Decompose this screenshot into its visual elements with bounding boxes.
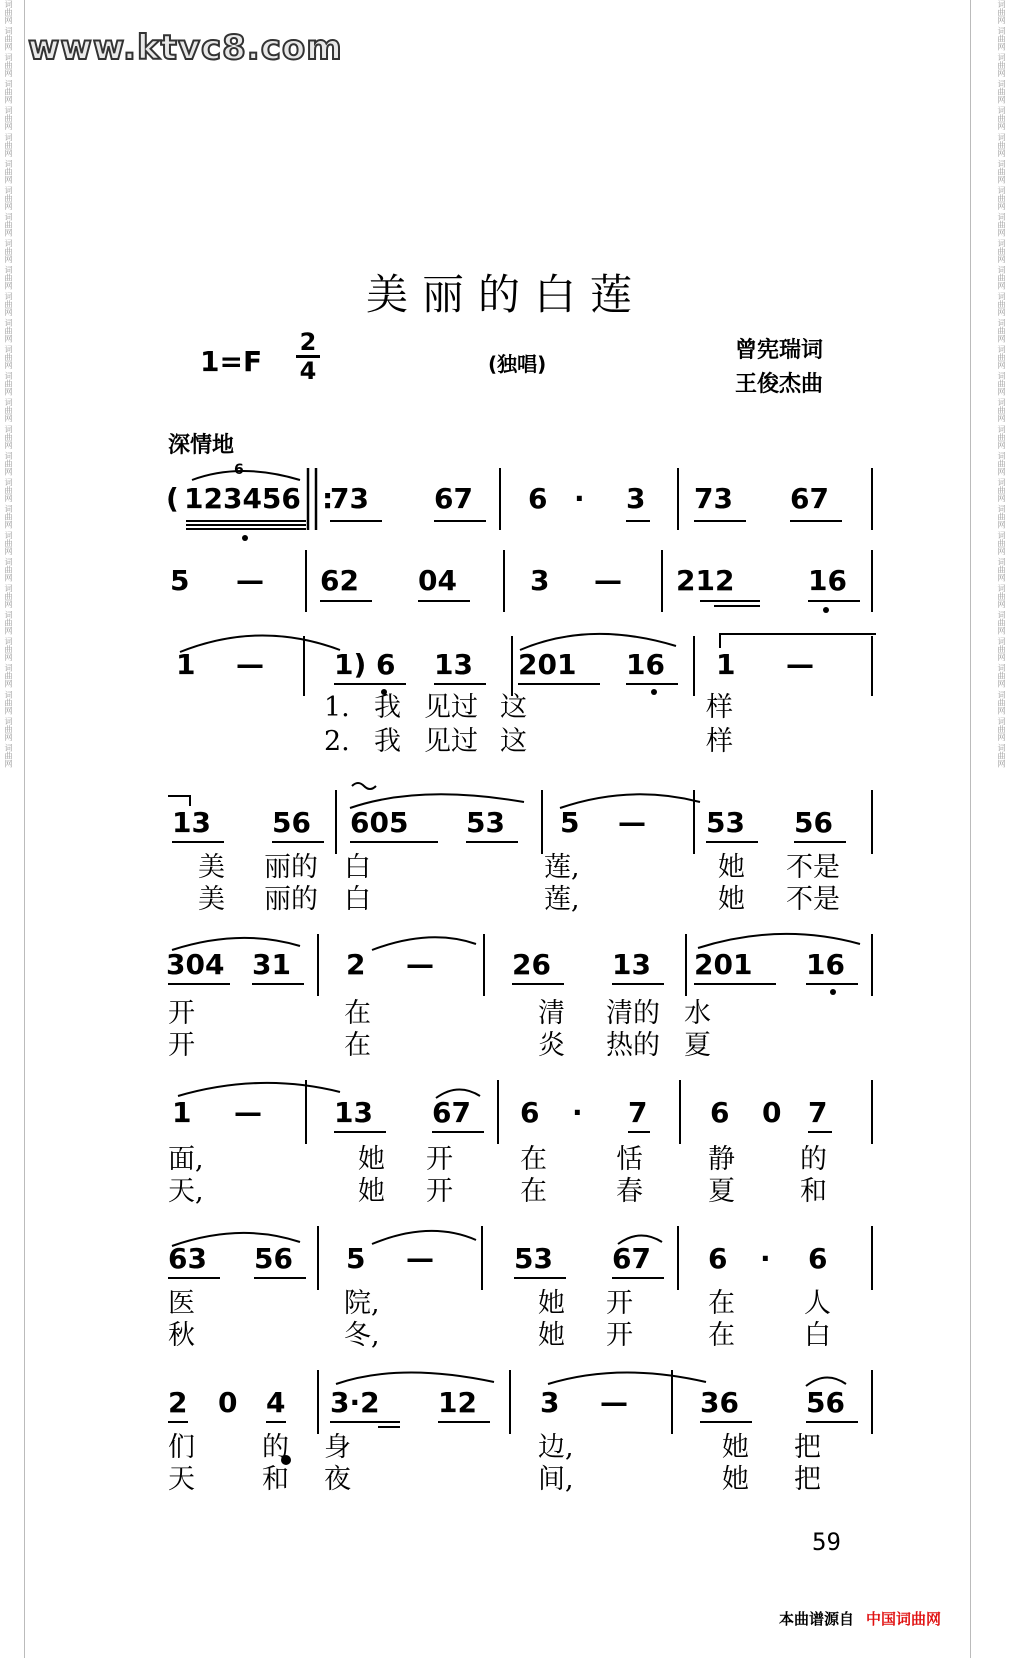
lyric-verse-number: 1.: [324, 692, 350, 723]
lyric: 间,: [538, 1464, 574, 1495]
lyric: 春: [616, 1176, 643, 1207]
slur: [698, 934, 860, 948]
note: 5: [346, 1242, 366, 1275]
tie: [178, 1083, 340, 1096]
slur: [336, 1372, 494, 1384]
note: 1: [716, 648, 736, 681]
lyric: 和: [262, 1464, 289, 1495]
lyric: 见过: [424, 726, 478, 757]
lyric: 和: [800, 1176, 827, 1207]
note-group: 63: [168, 1242, 207, 1275]
lyric: 的: [800, 1144, 827, 1175]
lyricist-credit: 曾宪瑞词: [735, 338, 824, 363]
lyric: 天,: [168, 1176, 204, 1207]
lyric: 白: [804, 1320, 831, 1351]
lyric: 在: [708, 1288, 735, 1319]
lyric: 把: [794, 1432, 821, 1463]
lyric: 水: [684, 998, 711, 1029]
note: 3: [626, 482, 646, 515]
volta-bracket: [720, 634, 876, 648]
dash: —: [406, 948, 434, 981]
volta-end: [168, 796, 190, 806]
lyric: 炎: [538, 1030, 565, 1061]
mordent-mark: [352, 783, 376, 789]
lyric: 开: [426, 1144, 453, 1175]
lyric: 白: [344, 884, 371, 915]
lyric: 莲,: [544, 852, 580, 883]
source-footer: [779, 1608, 941, 1629]
lyric: 她: [358, 1144, 385, 1175]
rest: 0: [762, 1096, 782, 1129]
page-number: 59: [812, 1528, 841, 1556]
lyric: 这: [500, 692, 527, 723]
dot: ·: [572, 1096, 583, 1129]
note: 5: [560, 806, 580, 839]
note-group: 73: [694, 482, 733, 515]
note: 2: [346, 948, 366, 981]
lyric: 她: [722, 1432, 749, 1463]
slur: [806, 1377, 846, 1386]
note-group: 56: [272, 806, 311, 839]
lyric: 院,: [344, 1288, 380, 1319]
note: 5: [170, 564, 190, 597]
lyric: 在: [520, 1144, 547, 1175]
tie: [548, 1372, 706, 1384]
note-group: 67: [612, 1242, 651, 1275]
dash: —: [786, 648, 814, 681]
tuplet-number: 6: [234, 462, 244, 478]
lyric: 样: [706, 692, 733, 723]
dash: —: [594, 564, 622, 597]
time-signature-bottom: 4: [299, 357, 317, 385]
lyric: 白: [344, 852, 371, 883]
note: 1: [176, 648, 196, 681]
lyric: 开: [606, 1288, 633, 1319]
note-group: 53: [466, 806, 505, 839]
note-group: 67: [434, 482, 473, 515]
note-group: 04: [418, 564, 457, 597]
lyric: 夏: [684, 1030, 711, 1061]
note-group: 62: [320, 564, 359, 597]
rest: 0: [218, 1386, 238, 1419]
note-group: 12: [438, 1386, 477, 1419]
lyric: 夏: [708, 1176, 735, 1207]
note-group: 123456: [184, 482, 301, 515]
source-prefix: 本曲谱源自: [779, 1610, 855, 1628]
lyric: 边,: [538, 1432, 574, 1463]
note: 7: [808, 1096, 828, 1129]
lyric: 的: [262, 1432, 289, 1463]
lyric: 静: [708, 1144, 735, 1175]
octave-dot: [823, 607, 829, 613]
dash: —: [234, 1096, 262, 1129]
note: 6: [808, 1242, 828, 1275]
lyric: 不是: [786, 852, 840, 883]
lyric: 热的: [606, 1030, 660, 1061]
lyric: 莲,: [544, 884, 580, 915]
note-group: 3·2: [330, 1386, 380, 1419]
lyric: 开: [168, 998, 195, 1029]
note: 4: [266, 1386, 286, 1419]
note-group: 53: [514, 1242, 553, 1275]
dash: —: [236, 564, 264, 597]
note-group: 13: [172, 806, 211, 839]
dot: ·: [760, 1242, 771, 1275]
lyric: 们: [168, 1432, 195, 1463]
note-group: 605: [350, 806, 409, 839]
note-group: 67: [432, 1096, 471, 1129]
score-row-2: [306, 550, 872, 612]
lyric: 开: [606, 1320, 633, 1351]
composer-credit: 王俊杰曲: [735, 372, 824, 397]
note: 6: [520, 1096, 540, 1129]
lyric: 她: [722, 1464, 749, 1495]
lyric: 夜: [324, 1464, 351, 1495]
site-watermark: www.ktvc8.com: [28, 28, 343, 68]
tuplet-slur: [192, 471, 300, 480]
lyric: 清: [538, 998, 565, 1029]
note-group: 56: [794, 806, 833, 839]
dash: —: [406, 1242, 434, 1275]
note-group: 16: [626, 648, 665, 681]
lyric: 开: [168, 1030, 195, 1061]
repeat-dot: :: [322, 482, 334, 515]
lyric: 人: [804, 1288, 831, 1319]
lyric: 她: [538, 1320, 565, 1351]
lyric: 见过: [424, 692, 478, 723]
lyric: 身: [324, 1432, 351, 1463]
lyric: 丽的: [264, 852, 318, 883]
lyric: 在: [344, 1030, 371, 1061]
lyric: 样: [706, 726, 733, 757]
dash: —: [618, 806, 646, 839]
key-signature: 1=F: [200, 345, 263, 378]
note-group: 212: [676, 564, 735, 597]
left-edge-watermark: 词曲网 词曲网 词曲网 词曲网 词曲网 词曲网 词曲网 词曲网 词曲网 词曲网 词曲网 词曲网 词曲网 词曲网 词曲网 词曲网 词曲网 词曲网 词曲网 词曲网 词曲网 词曲网 词曲网 词曲网 词曲网 词曲网 词曲网 词曲网 词曲网: [4, 0, 13, 768]
time-signature-top: 2: [299, 328, 317, 356]
lyric: 面,: [168, 1144, 204, 1175]
lyric: 她: [718, 852, 745, 883]
note-group: 36: [700, 1386, 739, 1419]
note-group: 53: [706, 806, 745, 839]
note-group: 13: [612, 948, 651, 981]
note-group: 13: [434, 648, 473, 681]
note-group: 67: [790, 482, 829, 515]
note-close-paren: 1): [334, 648, 367, 681]
note-group: 31: [252, 948, 291, 981]
lyric-verse-number: 2.: [324, 726, 350, 757]
lyric: 美: [198, 884, 225, 915]
lyric: 她: [718, 884, 745, 915]
lyric: 冬,: [344, 1320, 380, 1351]
right-edge-watermark: 词曲网 词曲网 词曲网 词曲网 词曲网 词曲网 词曲网 词曲网 词曲网 词曲网 词曲网 词曲网 词曲网 词曲网 词曲网 词曲网 词曲网 词曲网 词曲网 词曲网 词曲网 词曲网 词曲网 词曲网 词曲网 词曲网 词曲网 词曲网 词曲网: [997, 0, 1006, 768]
lyric: 我: [374, 726, 401, 757]
octave-dot: [651, 689, 657, 695]
lyric: 在: [344, 998, 371, 1029]
note: 7: [628, 1096, 648, 1129]
note-group: 16: [808, 564, 847, 597]
note: 6: [528, 482, 548, 515]
note: 6: [376, 648, 396, 681]
dot: ·: [574, 482, 585, 515]
lyric: 不是: [786, 884, 840, 915]
lyric: 她: [358, 1176, 385, 1207]
note: 2: [168, 1386, 188, 1419]
note-group: 201: [694, 948, 753, 981]
lyric: 医: [168, 1288, 195, 1319]
performance-mode: (独唱): [488, 352, 547, 376]
lyric: 秋: [168, 1320, 195, 1351]
octave-dot: [830, 989, 836, 995]
note: 1: [172, 1096, 192, 1129]
dash: —: [236, 648, 264, 681]
lyric: 清的: [606, 998, 660, 1029]
lyric: 恬: [616, 1144, 643, 1175]
note: 6: [710, 1096, 730, 1129]
lyric: 在: [520, 1176, 547, 1207]
octave-dot: [242, 535, 248, 541]
source-site-link[interactable]: 中国词曲网: [866, 1610, 942, 1628]
song-title: 美丽的白莲: [365, 270, 646, 319]
open-paren: (: [166, 482, 179, 515]
dash: —: [600, 1386, 628, 1419]
lyric: 开: [426, 1176, 453, 1207]
note-group: 56: [806, 1386, 845, 1419]
note: 3: [530, 564, 550, 597]
note-group: 73: [330, 482, 369, 515]
lyric: 天: [168, 1464, 195, 1495]
lyric: 把: [794, 1464, 821, 1495]
lyric: 在: [708, 1320, 735, 1351]
lyric: 她: [538, 1288, 565, 1319]
lyric: 丽的: [264, 884, 318, 915]
lyric: 这: [500, 726, 527, 757]
note: 3: [540, 1386, 560, 1419]
note-group: 304: [166, 948, 225, 981]
tempo-marking: 深情地: [168, 433, 235, 458]
note-group: 13: [334, 1096, 373, 1129]
note-group: 16: [806, 948, 845, 981]
lyric: 美: [198, 852, 225, 883]
note: 6: [708, 1242, 728, 1275]
note-group: 201: [518, 648, 577, 681]
note-group: 26: [512, 948, 551, 981]
lyric: 我: [374, 692, 401, 723]
note-group: 56: [254, 1242, 293, 1275]
